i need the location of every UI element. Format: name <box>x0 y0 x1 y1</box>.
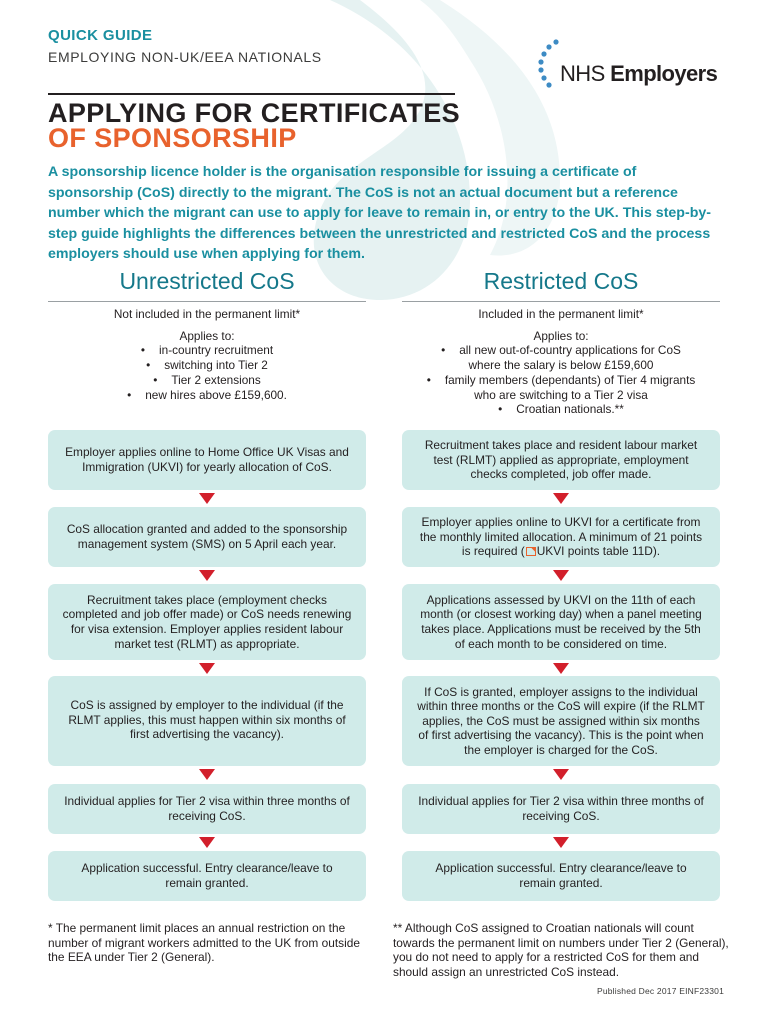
list-item: • family members (dependants) of Tier 4 migrants <box>426 372 696 387</box>
guide-subtitle: EMPLOYING NON-UK/EEA NATIONALS <box>48 49 322 65</box>
list-item: • Croatian nationals.** <box>498 402 624 417</box>
list-item: who are switching to a Tier 2 visa <box>474 387 648 402</box>
page-title-line1: APPLYING FOR CERTIFICATES <box>48 98 461 128</box>
list-item: • Tier 2 extensions <box>153 372 261 387</box>
flow-arrow <box>199 769 215 780</box>
flow-arrow <box>199 663 215 674</box>
left-applies-to: Applies to: <box>179 328 235 343</box>
ukvi-points-link[interactable]: UKVI points table 11D <box>536 544 653 559</box>
left-step-6: Application successful. Entry clearance/leave to remain granted. <box>48 851 366 901</box>
flow-arrow <box>553 570 569 581</box>
intro-paragraph: A sponsorship licence holder is the organisation responsible for issuing a certificate of sponsorship (CoS) directly to the migrant. The CoS is not an actual document but a reference number which the migrant can use to apply for leave to remain in, or entry to the UK. This step-by-step guide highlights the differences between the unrestricted and restricted CoS and the process employers should use when applying for them. <box>48 164 711 262</box>
right-step-3: Applications assessed by UKVI on the 11th of each month (or closest working day) when a panel meeting takes place. Applications must be received by the 5th of each month to be considered on time. <box>402 584 720 660</box>
right-step-6: Application successful. Entry clearance/leave to remain granted. <box>402 851 720 901</box>
right-step-1: Recruitment takes place and resident labour market test (RLMT) applied as appropriate, employment checks completed, job offer made. <box>402 430 720 490</box>
flow-arrow <box>199 493 215 504</box>
left-step-2: CoS allocation granted and added to the sponsorship management system (SMS) on 5 April each year. <box>48 507 366 567</box>
right-step-4: If CoS is granted, employer assigns to the individual within three months or the CoS will expire (if the RLMT applies, the CoS must be assigned within six months of first advertising the vacancy). This is the point when the employer is charged for the CoS. <box>402 676 720 766</box>
nhs-employers-logo <box>534 37 724 93</box>
flow-arrow <box>553 769 569 780</box>
list-item: • switching into Tier 2 <box>146 358 268 373</box>
list-item: • new hires above £159,600. <box>127 387 287 402</box>
external-link-icon <box>526 547 536 556</box>
list-item: • in-country recruitment <box>140 343 274 358</box>
right-step-2: Employer applies online to UKVI for a certificate from the monthly limited allocation. A minimum of 21 points is required ( UKVI points table 11D). <box>402 507 720 567</box>
title-rule <box>48 93 455 95</box>
flow-arrow <box>553 663 569 674</box>
left-limit-note: Not included in the permanent limit* <box>113 307 301 321</box>
left-step-3: Recruitment takes place (employment checks completed and job offer made) or CoS needs renewing for visa extension. Employer applies resident labour market test (RLMT) as appropriate. <box>48 584 366 660</box>
right-step-5: Individual applies for Tier 2 visa within three months of receiving CoS. <box>402 784 720 834</box>
flow-arrow <box>199 570 215 581</box>
restricted-heading: Restricted CoS <box>483 268 639 294</box>
publication-info: Published Dec 2017 EINF23301 <box>596 986 724 996</box>
left-step-5: Individual applies for Tier 2 visa within three months of receiving CoS. <box>48 784 366 834</box>
left-heading-rule <box>48 301 366 302</box>
left-bullet-list <box>48 343 366 402</box>
right-heading-rule <box>402 301 720 302</box>
quick-guide-label: QUICK GUIDE <box>48 27 153 44</box>
list-item: • all new out-of-country applications for CoS <box>441 343 681 358</box>
footnote-croatian: ** Although CoS assigned to Croatian nationals will count towards the permanent limit on numbers under Tier 2 (General), you do not need to apply for a restricted CoS for them and should assign an unrestricted CoS instead. <box>393 921 729 979</box>
logo-text-nhs: NHS <box>560 61 605 86</box>
page-title-line2: OF SPONSORSHIP <box>48 123 297 153</box>
unrestricted-heading: Unrestricted CoS <box>119 268 295 294</box>
left-step-4: CoS is assigned by employer to the individual (if the RLMT applies, this must happen within six months of first advertising the vacancy). <box>48 676 366 766</box>
flow-arrow <box>553 837 569 848</box>
footnote-permanent-limit: * The permanent limit places an annual restriction on the number of migrant workers admitted to the UK from outside the EEA under Tier 2 (General). <box>48 921 360 965</box>
flow-arrow <box>553 493 569 504</box>
right-applies-to: Applies to: <box>533 328 589 343</box>
right-limit-note: Included in the permanent limit* <box>478 307 644 321</box>
list-item: where the salary is below £159,600 <box>468 358 654 373</box>
logo-text-employers: Employers <box>610 61 718 86</box>
right-bullet-list <box>402 343 720 417</box>
restricted-summary <box>402 307 720 417</box>
unrestricted-summary <box>48 307 366 402</box>
flow-arrow <box>199 837 215 848</box>
left-step-1: Employer applies online to Home Office UK Visas and Immigration (UKVI) for yearly allocation of CoS. <box>48 430 366 490</box>
